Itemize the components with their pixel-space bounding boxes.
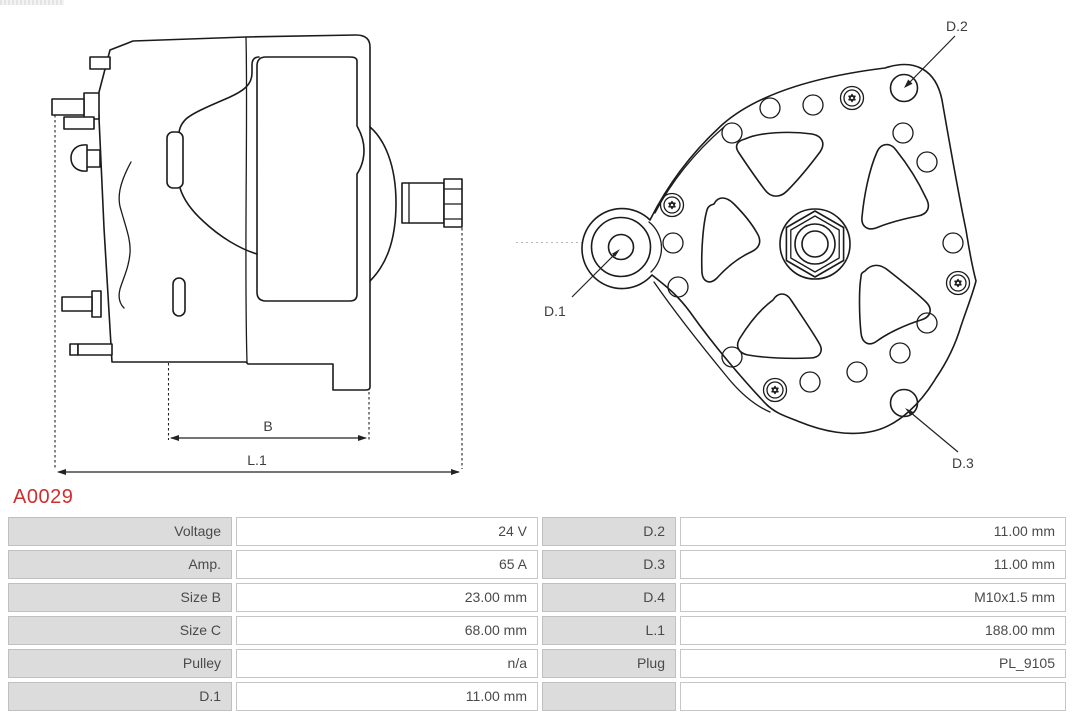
spec-label-d4: D.4	[542, 583, 676, 612]
spec-value-plug: PL_9105	[680, 649, 1066, 678]
shaft-thread-end	[444, 179, 462, 227]
bottom-bolt	[78, 344, 112, 355]
dimension-b-label: B	[263, 418, 273, 434]
d2-label: D.2	[946, 18, 968, 34]
bottom-bolt-cap	[70, 344, 78, 355]
spec-value-d4: M10x1.5 mm	[680, 583, 1066, 612]
leader-d3	[910, 412, 958, 452]
lower-terminal-bolt	[62, 297, 92, 311]
terminal-block	[84, 93, 99, 119]
arrow-b-right	[358, 435, 367, 441]
terminal-bolt-b-plus	[52, 99, 84, 115]
spec-value-pulley: n/a	[236, 649, 538, 678]
spec-label-d3: D.3	[542, 550, 676, 579]
dimension-l1-label: L.1	[247, 452, 267, 468]
side-view-drawing	[0, 0, 500, 488]
rear-bulge	[370, 127, 396, 281]
spec-label-size-c: Size C	[8, 616, 232, 645]
spec-label-plug: Plug	[542, 649, 676, 678]
spec-label-l1: L.1	[542, 616, 676, 645]
spec-value-l1: 188.00 mm	[680, 616, 1066, 645]
terminal-bolt-top	[90, 57, 110, 69]
rear-view-drawing	[500, 0, 1080, 488]
d1-label: D.1	[544, 303, 566, 319]
spec-value-size-b: 23.00 mm	[236, 583, 538, 612]
mount-lug	[167, 132, 183, 188]
spec-label-pulley: Pulley	[8, 649, 232, 678]
spec-label-voltage: Voltage	[8, 517, 232, 546]
spec-label-size-b: Size B	[8, 583, 232, 612]
spec-value-size-c: 68.00 mm	[236, 616, 538, 645]
terminal-bolt-2	[64, 117, 94, 129]
lower-terminal-plate	[92, 291, 101, 317]
spec-value-d1: 11.00 mm	[236, 682, 538, 711]
spec-label-amp: Amp.	[8, 550, 232, 579]
spec-label-d2: D.2	[542, 517, 676, 546]
part-number: A0029	[13, 486, 74, 508]
d1-ear	[592, 218, 651, 277]
spec-value-voltage: 24 V	[236, 517, 538, 546]
arrow-l1-left	[57, 469, 66, 475]
spec-label-d1: D.1	[8, 682, 232, 711]
spec-value-empty	[680, 682, 1066, 711]
lower-tab	[173, 278, 185, 316]
spec-value-d2: 11.00 mm	[680, 517, 1066, 546]
arrow-b-left	[170, 435, 179, 441]
spec-value-amp: 65 A	[236, 550, 538, 579]
arrow-l1-right	[451, 469, 460, 475]
shaft	[402, 183, 444, 223]
alternator-body-outline	[98, 35, 370, 390]
spec-label-empty	[542, 682, 676, 711]
rubber-cap	[71, 145, 87, 171]
spec-table	[8, 517, 1066, 711]
d3-label: D.3	[952, 455, 974, 471]
knob-stem	[86, 150, 100, 167]
spec-value-d3: 11.00 mm	[680, 550, 1066, 579]
